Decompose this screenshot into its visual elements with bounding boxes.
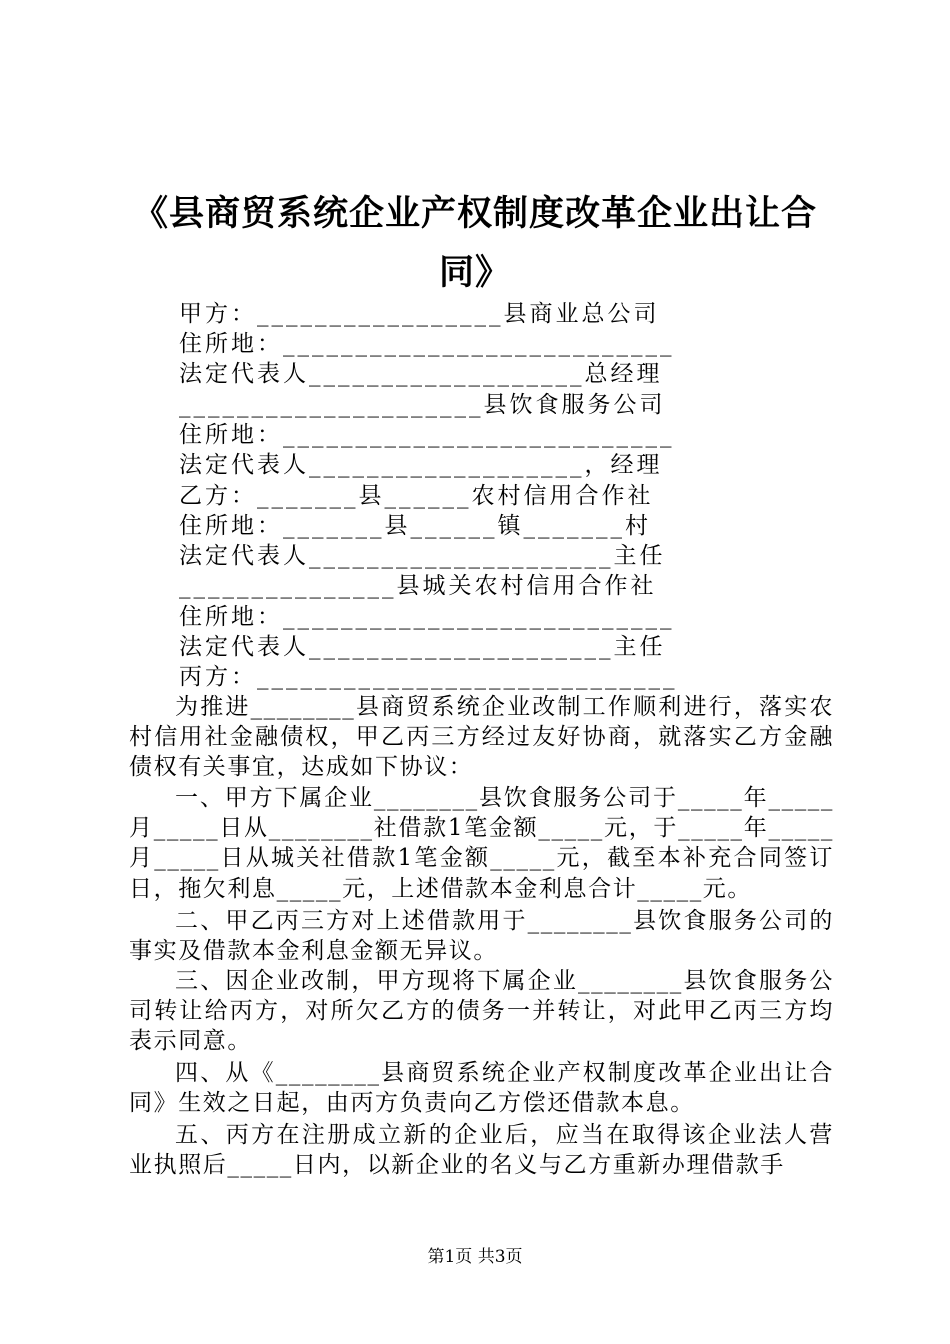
clause-5 — [129, 1120, 834, 1180]
paragraph-text: 一、甲方下属企业________县饮食服务公司于_____年_____月_____日从________社借款1笔金额_____元，于_____年_____月_____日从城关社借款1笔金额_____元，截至本补充合同签订日，拖欠利息_____元，上述借款本金利息合计_____元。 — [129, 785, 834, 902]
party-line: 住所地：_______县______镇_______村 — [179, 513, 651, 539]
party-line: 住所地：___________________________ — [179, 331, 675, 357]
party-line: 乙方：_______县______农村信用合作社 — [179, 483, 654, 509]
page-number: 第1页 共3页 — [427, 1247, 523, 1267]
intro-paragraph — [129, 692, 834, 783]
party-line: 住所地：___________________________ — [179, 604, 675, 630]
party-line: 住所地：___________________________ — [179, 422, 675, 448]
clause-4 — [129, 1058, 834, 1118]
paragraph-text: 二、甲乙丙三方对上述借款用于________县饮食服务公司的事实及借款本金利息金额无异议。 — [129, 908, 834, 965]
clause-1 — [129, 783, 834, 904]
party-line: 法定代表人_____________________主任 — [179, 634, 666, 660]
party-line: 丙方：_____________________________ — [179, 664, 678, 690]
party-line: 法定代表人___________________总经理 — [179, 361, 663, 387]
paragraph-text: 为推进________县商贸系统企业改制工作顺利进行，落实农村信用社金融债权，甲乙丙三方经过友好协商，就落实乙方金融债权有关事宜，达成如下协议： — [129, 694, 834, 781]
party-line: 甲方：_________________县商业总公司 — [179, 301, 660, 327]
document-title-line-1: 《县商贸系统企业产权制度改革企业出让合 — [132, 193, 817, 234]
party-line: _______________县城关农村信用合作社 — [179, 573, 657, 599]
paragraph-text: 三、因企业改制，甲方现将下属企业________县饮食服务公司转让给丙方，对所欠乙方的债务一并转让，对此甲乙丙三方均表示同意。 — [129, 968, 834, 1055]
party-line: _____________________县饮食服务公司 — [179, 392, 666, 418]
clause-3 — [129, 966, 834, 1057]
clause-2 — [129, 906, 834, 966]
party-line: 法定代表人___________________，经理 — [179, 452, 663, 478]
document-title-line-2: 同》 — [438, 252, 511, 293]
paragraph-text: 四、从《________县商贸系统企业产权制度改革企业出让合同》生效之日起，由丙方负责向乙方偿还借款本息。 — [129, 1060, 834, 1117]
party-line: 法定代表人_____________________主任 — [179, 543, 666, 569]
paragraph-text: 五、丙方在注册成立新的企业后，应当在取得该企业法人营业执照后_____日内，以新企业的名义与乙方重新办理借款手 — [129, 1122, 834, 1179]
